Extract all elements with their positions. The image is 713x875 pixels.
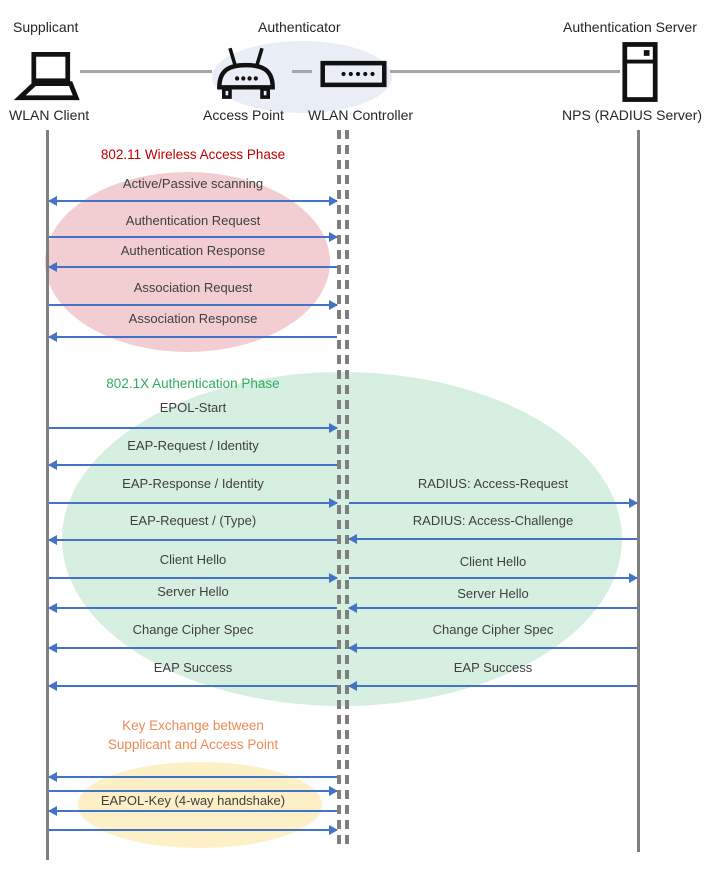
message-label: Association Request [133,280,253,295]
arrow-association-request [49,304,337,306]
connector-line-client-ap [80,70,212,73]
lifeline-authentication-server [637,130,640,852]
device-wlan-client: WLAN Client [9,107,90,123]
message-label: RADIUS: Access-Challenge [412,513,574,528]
server-icon [621,41,659,108]
message-label: Change Cipher Spec [432,622,554,637]
role-authenticator: Authenticator [258,19,341,35]
phase3-title [49,716,337,754]
arrow-client-hello-left [49,577,337,579]
message-label: Association Response [128,311,258,326]
message-label: Authentication Request [125,213,261,228]
arrow-authentication-request [49,236,337,238]
message-label: RADIUS: Access-Request [417,476,569,491]
arrow-eapol-key-4 [49,829,337,831]
phase3-title-line1: Key Exchange between [122,718,264,733]
message-label: Server Hello [157,584,229,599]
arrow-eap-success-left [49,685,337,687]
arrow-eapol-key-1 [49,776,337,778]
message-label: EAP-Response / Identity [122,476,264,491]
arrow-eapol-key-2 [49,790,337,792]
message-label: Server Hello [457,586,529,601]
message-label: EPOL-Start [159,400,227,415]
message-label: Authentication Response [120,243,266,258]
arrow-radius-access-request [349,502,637,504]
access-point-icon [214,46,278,107]
arrow-association-response [49,336,337,338]
message-label: Active/Passive scanning [122,176,264,191]
arrow-epol-start [49,427,337,429]
phase2-title: 802.1X Authentication Phase [106,376,280,391]
arrow-server-hello-right [349,607,637,609]
arrow-eap-response-identity [49,502,337,504]
connector-line-controller-server [390,70,620,73]
arrow-client-hello-right [349,577,637,579]
message-label: Client Hello [459,554,527,569]
arrow-eap-success-right [349,685,637,687]
message-label: Change Cipher Spec [132,622,254,637]
message-label: EAP Success [153,660,233,675]
message-label: EAPOL-Key (4-way handshake) [100,793,286,808]
laptop-icon [14,50,80,109]
arrow-eap-request-identity [49,464,337,466]
message-label: EAP-Request / Identity [127,438,259,453]
arrow-eapol-key-3 [49,810,337,812]
arrow-authentication-response [49,266,337,268]
arrow-server-hello-left [49,607,337,609]
role-authentication-server: Authentication Server [563,19,697,35]
arrow-change-cipher-spec-left [49,647,337,649]
arrow-eap-request-type [49,539,337,541]
arrow-active-passive-scanning [49,200,337,202]
message-label: EAP-Request / (Type) [129,513,257,528]
phase3-title-line2: Supplicant and Access Point [107,737,279,752]
arrow-radius-access-challenge [349,538,637,540]
message-label: EAP Success [453,660,533,675]
arrow-change-cipher-spec-right [349,647,637,649]
role-supplicant: Supplicant [13,19,79,35]
device-wlan-controller: WLAN Controller [308,107,414,123]
connector-line-ap-controller [292,70,312,73]
wlan-controller-icon [320,60,387,93]
message-label: Client Hello [159,552,227,567]
device-nps-radius-server: NPS (RADIUS Server) [562,107,703,123]
device-access-point: Access Point [203,107,284,123]
phase1-title: 802.11 Wireless Access Phase [100,147,286,162]
